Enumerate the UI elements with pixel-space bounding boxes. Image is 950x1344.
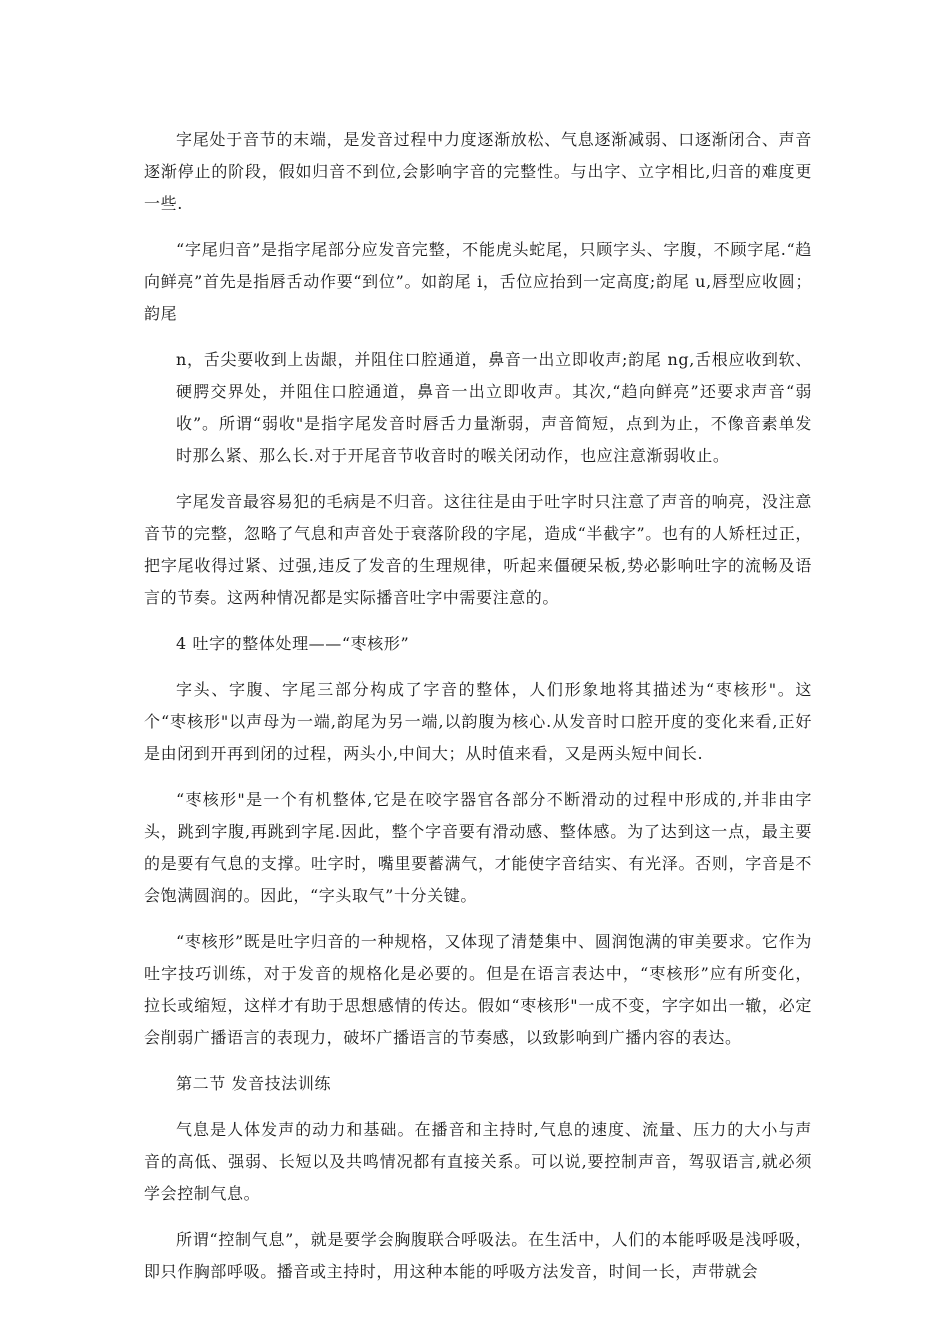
section-heading-fa-yin-ji-fa: 第二节 发音技法训练: [176, 1074, 332, 1093]
document-page: [144, 124, 812, 1302]
section-heading-zao-he-xing: 4 吐字的整体处理——“枣核形”: [176, 634, 410, 653]
paragraph-zi-wei-intro: 字尾处于音节的末端，是发音过程中力度逐渐放松、气息逐渐减弱、口逐渐闭合、声音逐渐停止的阶段，假如归音不到位,会影响字音的完整性。与出字、立字相比,归音的难度更一些.: [144, 130, 812, 213]
paragraph-qi-xi: 气息是人体发声的动力和基础。在播音和主持时,气息的速度、流量、压力的大小与声音的高低、强弱、长短以及共鸣情况都有直接关系。可以说,要控制声音，驾驭语言,就必须学会控制气息。: [144, 1120, 812, 1203]
paragraph-yun-wei-n: n，舌尖要收到上齿龈，并阻住口腔通道，鼻音一出立即收声;韵尾 ng,舌根应收到软、硬腭交界处，并阻住口腔通道，鼻音一出立即收声。其次,“趋向鲜亮”还要求声音“弱收”。所谓“弱收"是指字尾发音时唇舌力量渐弱，声音简短，点到为止，不像音素单发时那么紧、那么长.对于开尾音节收音时的喉关闭动作，也应注意渐弱收止。: [176, 350, 812, 465]
paragraph-zao-he-xing-whole: “枣核形"是一个有机整体,它是在咬字器官各部分不断滑动的过程中形成的,并非由字头，跳到字腹,再跳到字尾.因此，整个字音要有滑动感、整体感。为了达到这一点，最主要的是要有气息的支撑。吐字时，嘴里要蓄满气，才能使字音结实、有光泽。否则，字音是不会饱满圆润的。因此，“字头取气”十分关键。: [144, 790, 812, 905]
paragraph-zi-wei-gui-yin: “字尾归音”是指字尾部分应发音完整，不能虎头蛇尾，只顾字头、字腹，不顾字尾.“趋向鲜亮”首先是指唇舌动作要“到位”。如韵尾 i，舌位应抬到一定高度;韵尾 u,唇型应收圆；韵尾: [144, 240, 812, 323]
paragraph-kong-zhi-qi-xi: 所谓“控制气息”，就是要学会胸腹联合呼吸法。在生活中，人们的本能呼吸是浅呼吸，即只作胸部呼吸。播音或主持时，用这种本能的呼吸方法发音，时间一长，声带就会: [144, 1230, 812, 1281]
paragraph-zao-he-xing-norm: “枣核形”既是吐字归音的一种规格，又体现了清楚集中、圆润饱满的审美要求。它作为吐字技巧训练，对于发音的规格化是必要的。但是在语言表达中，“枣核形”应有所变化， 拉长或缩短，这样才有助于思想感情的传达。假如“枣核形"一成不变，字字如出一辙，必定会削弱广播语言的表现力，破坏广播语言的节奏感，以致影响到广播内容的表达。: [144, 932, 812, 1047]
paragraph-zao-he-xing-describe: 字头、字腹、字尾三部分构成了字音的整体，人们形象地将其描述为“枣核形"。这个“枣核形"以声母为一端,韵尾为另一端,以韵腹为核心.从发音时口腔开度的变化来看,正好是由闭到开再到闭的过程，两头小,中间大；从时值来看，又是两头短中间长.: [144, 680, 812, 763]
paragraph-bu-gui-yin: 字尾发音最容易犯的毛病是不归音。这往往是由于吐字时只注意了声音的响亮，没注意音节的完整，忽略了气息和声音处于衰落阶段的字尾，造成“半截字”。也有的人矫枉过正，把字尾收得过紧、过强,违反了发音的生理规律，听起来僵硬呆板,势必影响吐字的流畅及语言的节奏。这两种情况都是实际播音吐字中需要注意的。: [144, 492, 812, 607]
